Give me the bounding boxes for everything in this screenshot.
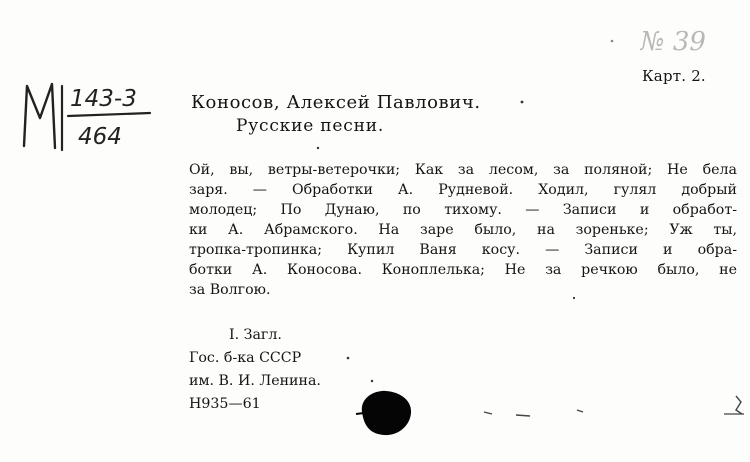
contents-note <box>189 160 737 300</box>
handwritten-number <box>640 14 750 64</box>
card-number: Карт. 2. <box>642 67 706 85</box>
speck <box>347 357 350 360</box>
contents-line: ки А. Абрамского. На заре было, на зореньке; Уж ты, <box>189 222 737 238</box>
contents-line: заря. — Обработки А. Рудневой. Ходил, гулял добрый <box>189 182 737 198</box>
speck <box>611 40 614 43</box>
shelf-mark-top: 143-3 <box>70 86 137 112</box>
contents-line: Ой, вы, ветры-ветерочки; Как за лесом, за поляной; Не бела <box>189 162 737 178</box>
order-number: Н935—61 <box>189 396 261 412</box>
speck <box>516 415 530 416</box>
speck <box>577 410 583 412</box>
shelf-mark <box>18 78 168 168</box>
speck <box>317 147 319 149</box>
contents-line: за Волгою. <box>189 282 271 298</box>
shelf-mark-fraction-line <box>68 113 150 116</box>
handwritten-number-text: № 39 <box>640 27 706 57</box>
library-name: Гос. б-ка СССР <box>189 350 302 366</box>
speck <box>484 412 492 414</box>
contents-line: тропка-тропинка; Купил Ваня косу. — Записи и обра- <box>189 242 737 258</box>
handwritten-number-drawing <box>640 14 750 64</box>
author-heading: Коносов, Алексей Павлович. <box>191 92 481 113</box>
speck <box>736 396 742 414</box>
ink-blot-drawing <box>354 386 416 440</box>
ink-blot-shape <box>362 391 411 435</box>
card-footer <box>189 324 321 416</box>
contents-line: ботки А. Коносова. Коноплелька; Не за речкою было, не <box>189 262 737 278</box>
ink-blot <box>354 386 416 440</box>
contents-line: молодец; По Дунаю, по тихому. — Записи и обработ- <box>189 202 737 218</box>
ink-blot-splatter <box>356 413 364 414</box>
shelf-mark-letter-m <box>24 84 55 148</box>
speck <box>521 101 524 104</box>
tracing: I. Загл. <box>229 327 282 343</box>
shelf-mark-drawing <box>18 78 168 168</box>
speck <box>371 380 373 382</box>
book-title: Русские песни. <box>236 116 385 136</box>
library-name-line-2: им. В. И. Ленина. <box>189 373 321 389</box>
shelf-mark-bottom: 464 <box>78 124 122 150</box>
